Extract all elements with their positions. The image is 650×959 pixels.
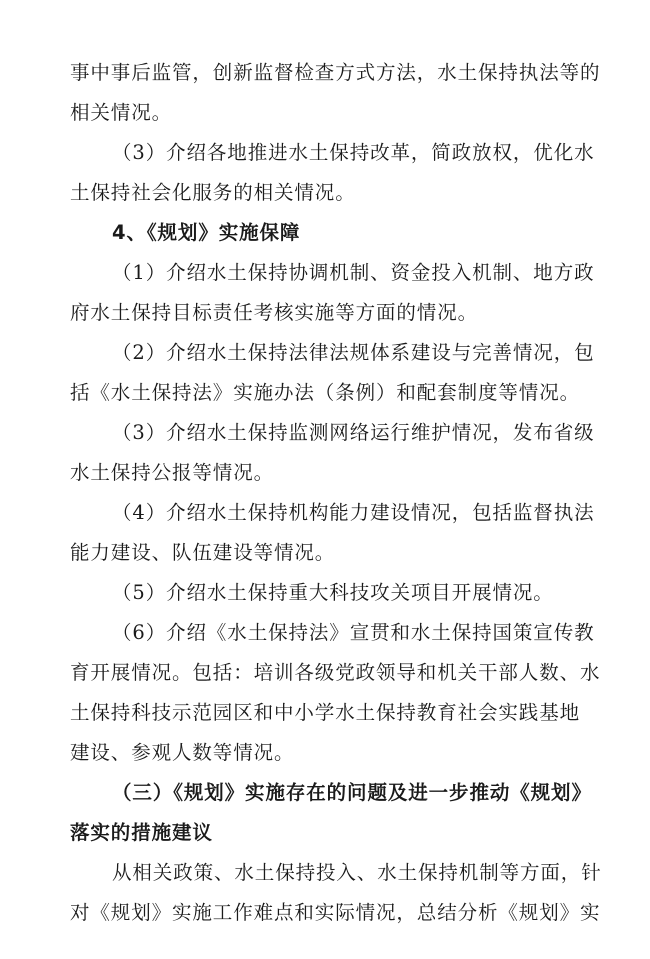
section-heading: 落实的措施建议 (70, 821, 213, 844)
paragraph-line: 土保持科技示范园区和中小学水土保持教育社会实践基地 (70, 701, 581, 724)
paragraph-line: （4）介绍水土保持机构能力建设情况，包括监督执法 (112, 501, 595, 524)
paragraph-line: 相关情况。 (70, 101, 173, 124)
paragraph-line: 从相关政策、水土保持投入、水土保持机制等方面，针 (112, 861, 602, 884)
paragraph-line: （2）介绍水土保持法律法规体系建设与完善情况，包 (112, 341, 595, 364)
paragraph-line: 土保持社会化服务的相关情况。 (70, 181, 356, 204)
section-heading: 4、《规划》实施保障 (112, 221, 301, 244)
paragraph-line: （3）介绍水土保持监测网络运行维护情况，发布省级 (112, 421, 595, 444)
paragraph-line: 能力建设、队伍建设等情况。 (70, 541, 336, 564)
paragraph-line: （6）介绍《水土保持法》宣贯和水土保持国策宣传教 (112, 621, 595, 644)
paragraph-line: （5）介绍水土保持重大科技攻关项目开展情况。 (112, 581, 554, 604)
paragraph-line: 府水土保持目标责任考核实施等方面的情况。 (70, 301, 479, 324)
paragraph-line: 育开展情况。包括：培训各级党政领导和机关干部人数、水 (70, 661, 601, 684)
section-heading: （三）《规划》实施存在的问题及进一步推动《规划》 (112, 781, 592, 804)
paragraph-line: 对《规划》实施工作难点和实际情况，总结分析《规划》实 (70, 901, 601, 924)
paragraph-line: 建设、参观人数等情况。 (70, 741, 295, 764)
paragraph-line: 水土保持公报等情况。 (70, 461, 275, 484)
paragraph-line: 括《水土保持法》实施办法（条例）和配套制度等情况。 (70, 381, 581, 404)
paragraph-line: （3）介绍各地推进水土保持改革，简政放权，优化水 (112, 141, 595, 164)
paragraph-line: 事中事后监管，创新监督检查方式方法，水土保持执法等的 (70, 61, 601, 84)
paragraph-line: （1）介绍水土保持协调机制、资金投入机制、地方政 (112, 261, 595, 284)
